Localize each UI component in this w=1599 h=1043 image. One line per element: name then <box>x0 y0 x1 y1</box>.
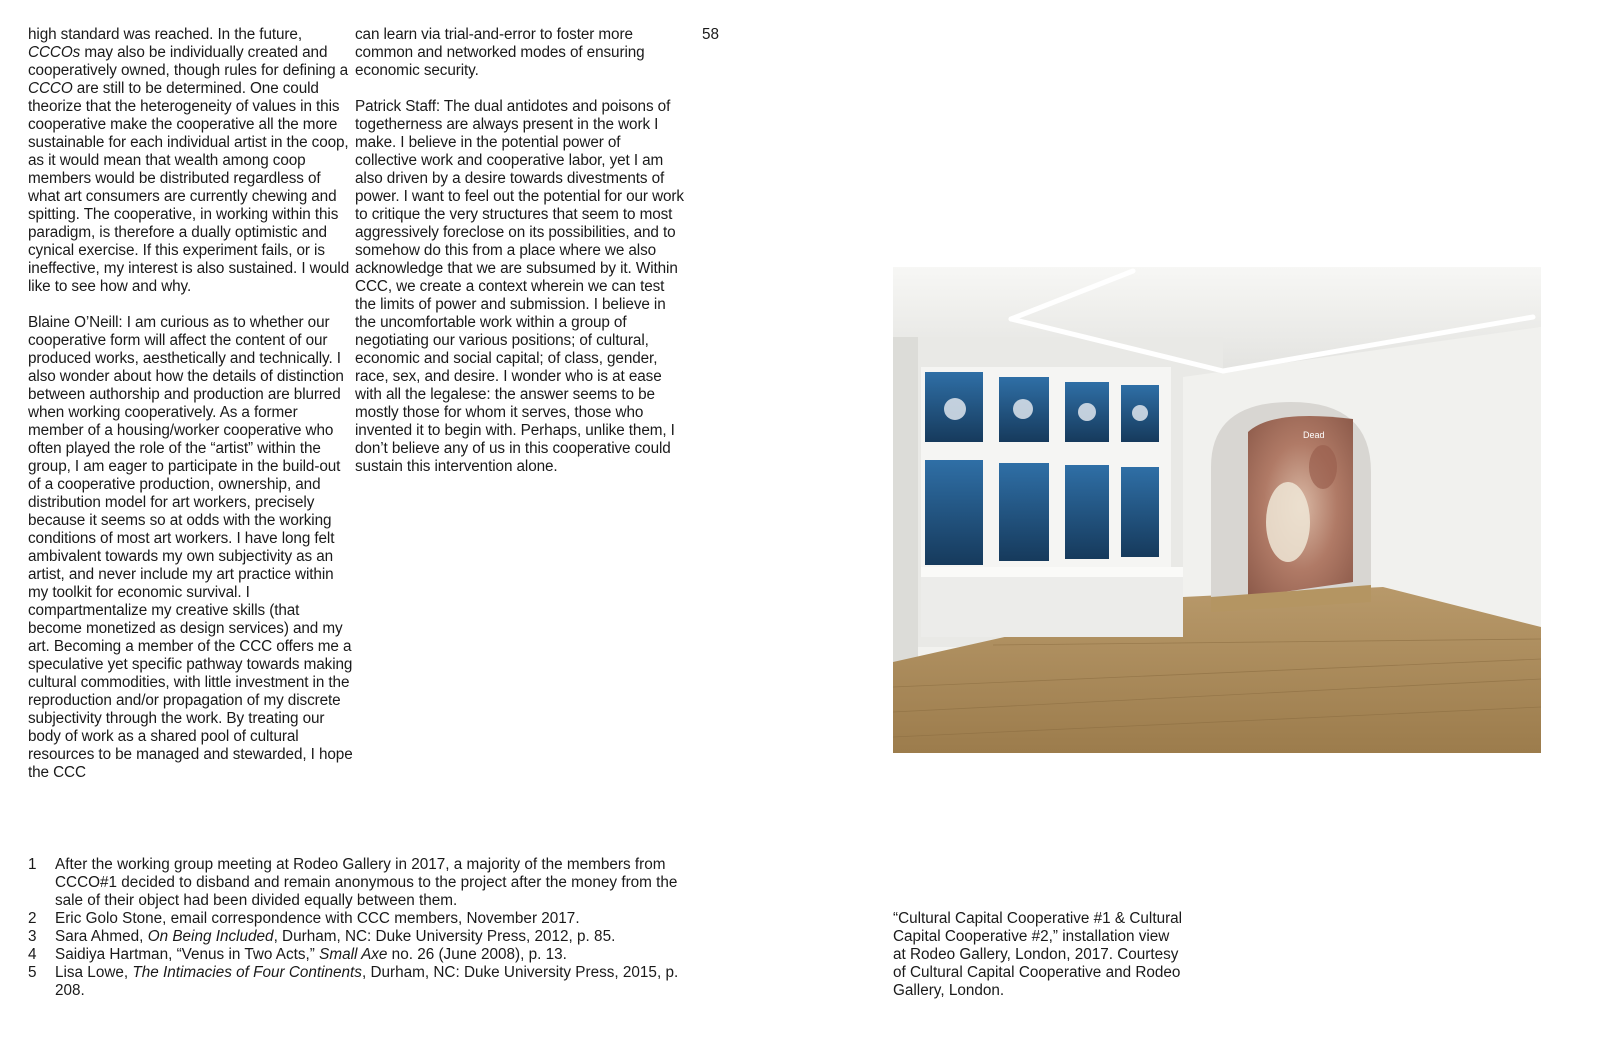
text-span: Saidiya Hartman, “Venus in Two Acts,” <box>55 946 320 963</box>
footnote-number: 4 <box>28 946 37 963</box>
footnote-text <box>55 928 693 946</box>
italic-term: CCCO <box>28 80 73 97</box>
installation-photo <box>893 267 1541 753</box>
footnote <box>28 964 693 1000</box>
footnote <box>28 856 693 910</box>
footnote-number: 3 <box>28 928 37 945</box>
footnote-text <box>55 946 693 964</box>
text-column-left <box>28 26 353 782</box>
footnote-number: 1 <box>28 856 37 873</box>
text-span: After the working group meeting at Rodeo Gallery in 2017, a majority of the members from CCCO#1 decided to disband and remain anonymous to the project after the money from the sale of their object had been divided equally between them. <box>55 856 678 909</box>
footnote <box>28 928 693 946</box>
footnote-number: 2 <box>28 910 37 927</box>
footnote-number: 5 <box>28 964 37 981</box>
italic-title: On Being Included <box>147 928 274 945</box>
text-span: Sara Ahmed, <box>55 928 148 945</box>
italic-title: The Intimacies of Four Continents <box>132 964 362 981</box>
text-span: , Durham, NC: Duke University Press, 2015, p. 208. <box>55 964 679 999</box>
image-caption: “Cultural Capital Cooperative #1 & Cultural Capital Cooperative #2,” installation view at Rodeo Gallery, London, 2017. Courtesy of Cultural Capital Cooperative and Rodeo Gallery, London. <box>893 910 1183 999</box>
footnotes <box>28 856 693 1000</box>
footnote-text <box>55 856 693 910</box>
paragraph-patrick-staff: Patrick Staff: The dual antidotes and poisons of togetherness are always present in the work I make. I believe in the potential power of collective work and cooperative labor, yet I am also driven by a desire towards divestments of power. I want to feel out the potential for our work to critique the very structures that seem to most aggressively foreclose on its possibilities, and to somehow do this from a place where we also acknowledge that we are subsumed by it. Within CCC, we create a context wherein we can test the limits of power and submission. I believe in the uncomfortable work within a group of negotiating our various positions; of cultural, economic and social capital; of class, gender, race, sex, and desire. I wonder who is at ease with all the legalese: the answer seems to be mostly those for whom it serves, those who invented it to begin with. Perhaps, unlike them, I don’t believe any of us in this cooperative could sustain this intervention alone. <box>355 98 684 475</box>
footnote-text <box>55 964 693 1000</box>
text-span: Lisa Lowe, <box>55 964 133 981</box>
footnote <box>28 946 693 964</box>
text-span: are still to be determined. One could theorize that the heterogeneity of values in this cooperative make the cooperative all the more sustainable for each individual artist in the coop, as it would mean that wealth among coop members would be distributed regardless of what art consumers are currently chewing and spitting. The cooperative, in working within this paradigm, is therefore a dually optimistic and cynical exercise. If this experiment fails, or is ineffective, my interest is also sustained. I would like to see how and why. <box>28 80 350 295</box>
paragraph-blaine-oneill: Blaine O’Neill: I am curious as to whether our cooperative form will affect the content of our produced works, aesthetically and technically. I also wonder about how the details of distinction between authorship and production are blurred when working cooperatively. As a former member of a housing/worker cooperative who often played the role of the “artist” within the group, I am eager to participate in the build-out of a cooperative production, ownership, and distribution model for art workers, precisely because it seems so at odds with the working conditions of most art workers. I have long felt ambivalent towards my own subjectivity as an artist, and never include my art practice within my toolkit for economic survival. I compartmentalize my creative skills (that become monetized as design services) and my art. Becoming a member of the CCC offers me a speculative yet specific pathway towards making cultural commodities, with little investment in the reproduction and/or propagation of my discrete subjectivity through the work. By treating our body of work as a shared pool of cultural resources to be managed and stewarded, I hope the CCC <box>28 314 353 781</box>
text-span: no. 26 (June 2008), p. 13. <box>387 946 567 963</box>
italic-title: Small Axe <box>319 946 388 963</box>
text-column-middle <box>355 26 685 476</box>
paragraph <box>28 26 353 296</box>
italic-term: CCCOs <box>28 44 81 61</box>
projection-caption: Dead <box>1303 430 1325 440</box>
footnote <box>28 910 693 928</box>
text-span: Eric Golo Stone, email correspondence with CCC members, November 2017. <box>55 910 580 927</box>
footnote-text <box>55 910 693 928</box>
page-number: 58 <box>702 26 720 43</box>
text-span: may also be individually created and cooperatively owned, though rules for defining a <box>28 44 349 79</box>
paragraph: can learn via trial-and-error to foster more common and networked modes of ensuring economic security. <box>355 26 645 79</box>
text-span: high standard was reached. In the future, <box>28 26 302 43</box>
text-span: , Durham, NC: Duke University Press, 2012, p. 85. <box>273 928 616 945</box>
